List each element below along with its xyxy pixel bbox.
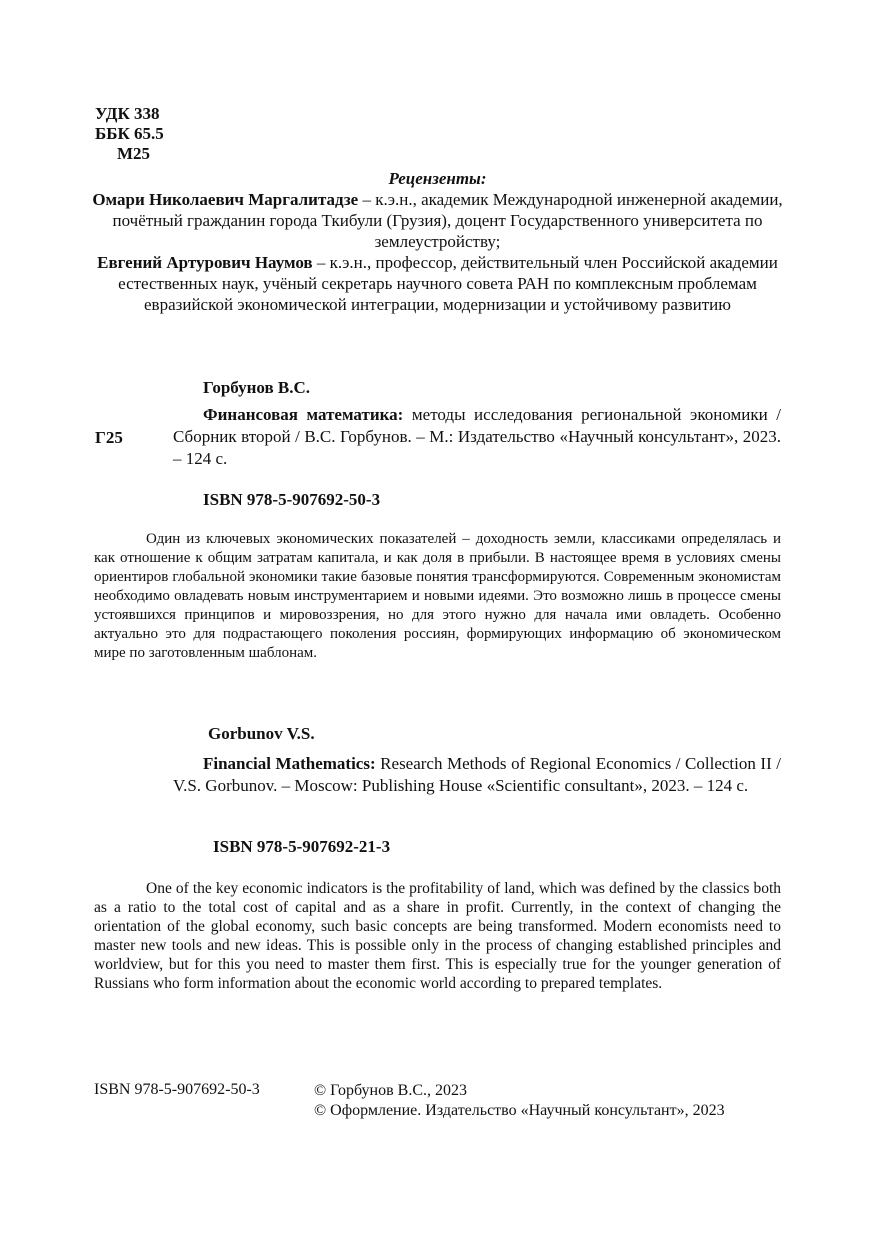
reviewer-1-credentials: – к.э.н., академик Международной инженерной академии, почётный гражданин города Ткибули (Грузия), доцент Государственного университета по землеустройству; xyxy=(112,190,783,251)
book-description-en: Research Methods of Regional Economics / Collection II / V.S. Gorbunov. – Moscow: Publishing House «Scientific consultant», 2023. – 124 с. xyxy=(173,754,781,795)
reviewer-2-credentials: – к.э.н., профессор, действительный член Российской академии естественных наук, учёный секретарь научного совета РАН по комплексным проблемам евразийской экономической интеграции, модернизации и устойчивому развитию xyxy=(118,253,778,314)
footer-isbn: ISBN 978-5-907692-50-3 xyxy=(94,1081,260,1098)
bibliographic-record-en xyxy=(173,753,781,797)
classification-code: Г25 xyxy=(95,428,123,447)
reviewer-1-name: Омари Николаевич Маргалитадзе xyxy=(92,190,359,209)
bibliographic-record-ru xyxy=(173,404,781,470)
abstract-ru: Один из ключевых экономических показателей – доходность земли, классиками определялась и как отношение к общим затратам капитала, и как доля в прибыли. В настоящее время в условиях смены ориентиров глобальной экономики такие базовые понятия трансформируются. Современным экономистам необходимо овладевать новым инструментарием и новыми идеями. Это возможно лишь в процессе смены устоявшихся принципов и мировоззрения, но для этого нужно для начала ими овладеть. Особенно актуально это для подрастающего поколения россиян, формирующих информацию об экономическом мире по заготовленным шаблонам. xyxy=(94,531,781,661)
bbk-code: ББК 65.5 xyxy=(95,124,164,143)
author-heading-ru: Горбунов В.С. xyxy=(203,378,311,397)
book-title-en: Financial Mathematics: xyxy=(203,754,376,773)
library-codes xyxy=(95,104,164,164)
isbn-ru: ISBN 978-5-907692-50-3 xyxy=(203,490,381,509)
copyright-design: © Оформление. Издательство «Научный консультант», 2023 xyxy=(314,1102,725,1119)
copyright-author: © Горбунов В.С., 2023 xyxy=(314,1082,467,1099)
author-sign: М25 xyxy=(117,144,151,163)
isbn-en: ISBN 978-5-907692-21-3 xyxy=(213,837,391,856)
book-description-ru: методы исследования региональной экономики / Сборник второй / В.С. Горбунов. – М.: Издательство «Научный консультант», 2023. – 124 с. xyxy=(173,405,781,468)
reviewers-block xyxy=(90,168,785,315)
copyright-block xyxy=(314,1081,725,1121)
author-heading-en: Gorbunov V.S. xyxy=(208,724,315,743)
reviewer-1 xyxy=(90,189,785,252)
reviewers-title: Рецензенты: xyxy=(388,169,487,188)
udk-code: УДК 338 xyxy=(95,104,160,123)
abstract-en: One of the key economic indicators is the profitability of land, which was defined by the classics both as a ratio to the total cost of capital and as a share in profit. Currently, in the context of changing the orientation of the global economy, such basic concepts are being transformed. Modern economists need to master new tools and new ideas. This is possible only in the process of changing established principles and worldview, but for this you need to master them first. This is especially true for the younger generation of Russians who form information about the economic world according to prepared templates. xyxy=(94,880,781,992)
book-title-ru: Финансовая математика: xyxy=(203,405,404,424)
reviewer-2-name: Евгений Артурович Наумов xyxy=(97,253,313,272)
reviewer-2 xyxy=(90,252,785,315)
